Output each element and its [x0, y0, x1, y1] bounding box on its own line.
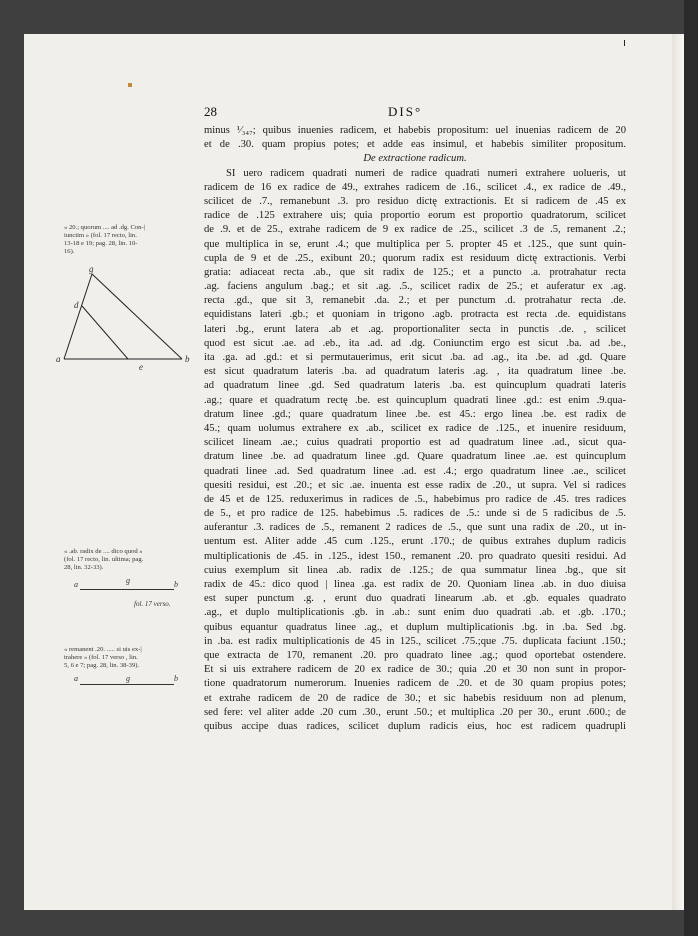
text-line: radicem de 16 ex radice de 49., extrahes radicem de .16., scilicet .4., ex radice de .49., [204, 181, 626, 193]
note-line: (fol. 17 recto, lin. ultima; pag. [64, 556, 144, 563]
text-line: dratum linee .be. ad quadratum linee .gd. Quare quadratum linee .ae. est quincuplum [204, 451, 626, 463]
geometry-figure [56, 264, 196, 374]
text-line: gratia: adiaceat recta .ab., que sit radix de 125.; et a puncto .a. protrahatur recta [204, 266, 626, 278]
note-line: 13-18 e 19; pag. 28, lin. 10- [64, 240, 138, 247]
text-line: de 5., et pro radice de 125. habebimus .5. radices de .5.: unde si de 5 radicibus de .5. [204, 508, 626, 520]
text-line: quibus accipe duas radices, scilicet duplum radicis eius, hoc est radicem quadrupli [204, 720, 626, 732]
segment-diagram-1 [74, 576, 180, 594]
page-number: 28 [204, 104, 217, 119]
segment-diagram-2 [74, 674, 180, 688]
figure-label-g: g [89, 264, 94, 274]
text-line: lateri .bg., erunt latera .ab et .ag. proportionaliter secta in punctis .de. , scilicet [204, 323, 626, 335]
margin-note-1 [64, 224, 176, 256]
margin-note-3 [64, 646, 176, 670]
text-line: radix de 45.: dico quod | linea .ga. est radix de 20. Quoniam linea .ab. in duo diuisa [204, 579, 626, 590]
note-line: « .ab. radix de .... dico quod » [64, 548, 143, 555]
note-line: 5, 6 e 7; pag. 28, lin. 38-39). [64, 662, 140, 669]
note-line: iunctim » (fol. 17 recto, lin. [64, 232, 137, 239]
text-line: multiplicationis de .45. in .125., idest 150., remanent .20. pro quadrato quesiti residui. Ad [204, 550, 626, 562]
text-line: Et si uis extrahere radicem de 20 ex radice de 30.; quia .20 et 30 non sunt in propor- [204, 664, 626, 676]
figure-label-a: a [56, 354, 61, 364]
text-line: minus ¹⁄₃₄₇; quibus inuenies radicem, et habebis propositum: uel inuenias radicem de 20 [204, 125, 626, 136]
text-line: uentum est. Aliter adde .45 cum .125., erunt .170.; de quibus extrahes duplum radicis [204, 536, 626, 548]
margin-tick [624, 40, 625, 46]
text-line: in .ba. est radix multiplicationis de 45 in 125., scilicet .75.;que .75. duplicata faciunt .150.; [204, 635, 626, 647]
text-line: cuius exemplum sit linea .ab. radix de .125.; de qua summatur linea .bg., que sit [204, 564, 626, 576]
book-spine [684, 0, 698, 936]
text-line: que multiplica in se, erunt .4.; que multiplica per 5. propter 45 et .125., que sunt quin- [204, 238, 626, 250]
main-text [204, 124, 626, 734]
figure-label-e: e [139, 362, 143, 372]
text-line: .ag., et duplo multiplicationis .gb. in .ab.: sunt enim duo quadrati .ab. et .gb. .170.; [204, 607, 626, 619]
text-line: ita .ga. ad .gd.: et si permutauerimus, erit sicut .ba. ad .ag., ita .be. ad .gd. Quare [204, 352, 626, 363]
text-line: auferantur .3. radices de .5., remanent 2 radices de .5., que sunt una radix de .20., ut in- [204, 522, 626, 534]
segment-label-b: b [174, 674, 178, 683]
segment-label-a: a [74, 674, 78, 683]
text-line: sed fere: vel aliter adde .20 cum .30., erunt .50.; et multiplica .20 per 30., erunt .600.; de [204, 706, 626, 718]
segment-label-a: a [74, 580, 78, 589]
figure-label-b: b [185, 354, 190, 364]
segment-label-g: g [126, 674, 130, 683]
text-line: ad quadratum linee .gd. Sed quadratum lateris .ba. est quincuplum quadrati lateris [204, 380, 626, 392]
text-line: de .9. et de 25., extrahe radicem de 9 ex radice de .25., scilicet .3 de .5, remanent .2.; [204, 224, 626, 236]
note-line: « 20.; quorum .... ad .dg. Con-| [64, 224, 145, 231]
text-line: 45.; quam uolumus extrahere ex .ab., scilicet ex radice de .125., et inuenire residuum, [204, 422, 626, 434]
text-line: quesiti residui, est .20.; et sic .ae. inuenta est esse radix de .20., ut supra. Vel si radices [204, 479, 626, 491]
text-line: scilicet de .7., remanebunt .3. pro residuo dictę extractionis. Et si radicem de .45 ex [204, 195, 626, 207]
note-line: « remanent .20. ..... si uis ex-| [64, 646, 142, 653]
text-line: scilicet lineam .ae.; cuius quadrati proportio est ad quadratum linee .ad., sicut qua- [204, 437, 626, 449]
text-line: SI uero radicem quadrati numeri de radice quadrati numeri extrahere uolueris, ut [226, 167, 626, 179]
text-line: et extrahe radicem de 20 de radice de 30.; et sic habebis residuum non ad plenum, [204, 692, 626, 704]
page-edge [672, 34, 684, 910]
text-line: .ag. faciens angulum .bag.; et sit .ag. .5., scilicet radix de 25.; et auferatur ex .ag. [204, 281, 626, 293]
text-line: recta .gd., que sit 3, remanebit .da. 2.; et per punctum .d. protrahatur recta .de. [204, 295, 626, 307]
header-title: DIS° [388, 104, 423, 119]
text-line: cupla de 9 et de .25., exibunt 20.; quorum radix est residuum dictę extractionis. Verbi [204, 252, 626, 264]
text-line: quod est sicut .ae. ad .eb., ita .ad. ad .dg. Coniunctim ergo est sicut .ba. ad .be., [204, 337, 626, 349]
folio-label: fol. 17 verso. [134, 600, 171, 608]
note-line: 28, lin. 32-33). [64, 564, 104, 571]
text-line: tione quadratorum numerorum. Inuenies radicem de .20. et de 30 quam propius potes; [204, 678, 626, 690]
segment-line [80, 589, 174, 590]
segment-line [80, 684, 174, 685]
text-line: que extracta de 170, remanent .20. pro quadrato linee .ag.; quod oportebat ostendere. [204, 649, 626, 661]
text-line: equidistans lateri .gb.; et quoniam in trigono .agb. protracta est recta .de. equidistans [204, 309, 626, 321]
text-line: est super punctum .g. , erunt duo quadrati linearum .ab. et .gb. equales quadrato [204, 593, 626, 605]
text-line: dratum linee .gd.; quare quadratum linee .be. est 45.: ergo linea .be. est radix de [204, 408, 626, 420]
text-line: de 45 et de 125. reduxerimus in radices de .5., habebimus pro radice de .45. tres radices [204, 493, 626, 505]
figure-label-d: d [74, 300, 79, 310]
segment-label-b: b [174, 580, 178, 589]
text-line: quibus equantur quadratus linee .ag., et duplum multiplicationis .bg. in .ba. Sed .bg. [204, 621, 626, 633]
text-line: est sicut quadratum lateris .ba. ad quadratum lateris .ag. , ita quadratum linee .be. [204, 366, 626, 378]
margin-note-2 [64, 548, 176, 572]
note-line: trahere » (fol. 17 verso , lin. [64, 654, 138, 661]
ink-spot [128, 83, 132, 87]
text-line: quadrati linee .ad. Sed quadratum linee .ad. est .4.; ergo quadratum linee .ae., scilicet [204, 465, 626, 477]
text-line: radice de .125 extrahere uis; quia proportio eorum est proportio quadratorum, scilicet [204, 210, 626, 222]
section-heading: De extractione radicum. [363, 153, 467, 165]
note-line: 16). [64, 248, 75, 255]
segment-label-g: g [126, 576, 130, 585]
text-line: et de .30. quam propius potes; et adde eas insimul, et habebis similiter propositum. [204, 139, 626, 151]
text-line: .ag.; quare et quadratum rectę .be. est quincuplum quadrati linee .gd.: est enim .9.qua- [204, 394, 626, 406]
